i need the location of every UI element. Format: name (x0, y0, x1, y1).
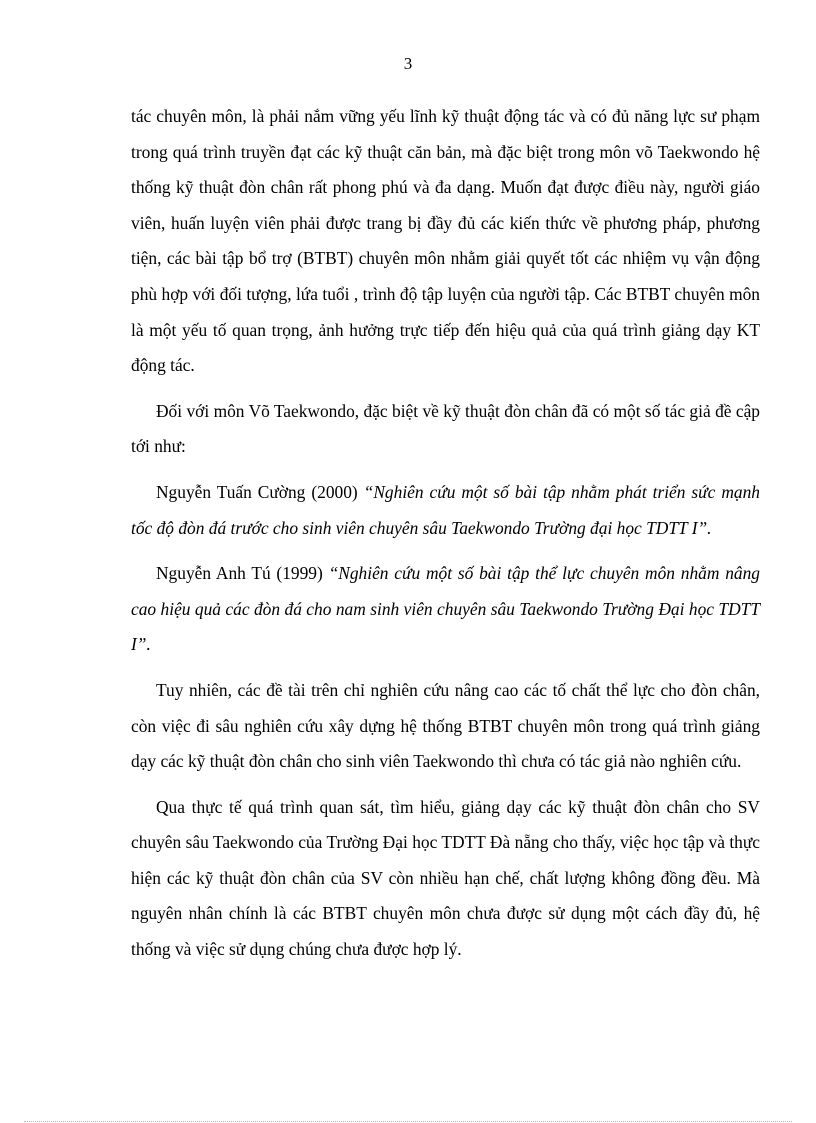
citation-item (131, 556, 760, 663)
citation-item (131, 475, 760, 546)
citation-title: “Nghiên cứu một số bài tập thể lực chuyên môn nhằm nâng cao hiệu quả các đòn đá cho nam sinh viên chuyên sâu Taekwondo Trường Đại học TDTT I”. (131, 563, 760, 655)
document-body (131, 99, 760, 978)
citation-author: Nguyễn Tuấn Cường (2000) (156, 481, 358, 502)
citation-author: Nguyễn Anh Tú (1999) (156, 563, 323, 584)
page-bottom-divider (24, 1121, 792, 1122)
paragraph-research-gap: Tuy nhiên, các đề tài trên chỉ nghiên cứu nâng cao các tố chất thể lực cho đòn chân, còn việc đi sâu nghiên cứu xây dựng hệ thống BTBT chuyên môn trong quá trình giảng dạy các kỹ thuật đòn chân cho sinh viên Taekwondo thì chưa có tác giả nào nghiên cứu. (131, 679, 760, 772)
citation-title: “Nghiên cứu một số bài tập nhằm phát triển sức mạnh tốc độ đòn đá trước cho sinh viên chuyên sâu Taekwondo Trường đại học TDTT I”. (131, 481, 760, 538)
paragraph-prior-authors: Đối với môn Võ Taekwondo, đặc biệt về kỹ thuật đòn chân đã có một số tác giả đề cập tới như: (131, 400, 760, 457)
paragraph-observation: Qua thực tế quá trình quan sát, tìm hiểu, giảng dạy các kỹ thuật đòn chân cho SV chuyên sâu Taekwondo của Trường Đại học TDTT Đà nẵng cho thấy, việc học tập và thực hiện các kỹ thuật đòn chân của SV còn nhiều hạn chế, chất lượng không đồng đều. Mà nguyên nhân chính là các BTBT chuyên môn chưa được sử dụng một cách đầy đủ, hệ thống và việc sử dụng chúng chưa được hợp lý. (131, 796, 760, 960)
page-number: 3 (403, 54, 413, 73)
paragraph-continuation: tác chuyên môn, là phải nắm vững yếu lĩnh kỹ thuật động tác và có đủ năng lực sư phạm trong quá trình truyền đạt các kỹ thuật căn bản, mà đặc biệt trong môn võ Taekwondo hệ thống kỹ thuật đòn chân rất phong phú và đa dạng. Muốn đạt được điều này, người giáo viên, huấn luyện viên phải được trang bị đầy đủ các kiến thức về phương pháp, phương tiện, các bài tập bổ trợ (BTBT) chuyên môn nhằm giải quyết tốt các nhiệm vụ vận động phù hợp với đối tượng, lứa tuổi , trình độ tập luyện của người tập. Các BTBT chuyên môn là một yếu tố quan trọng, ảnh hưởng trực tiếp đến hiệu quả của quá trình giảng dạy KT động tác. (131, 106, 760, 376)
